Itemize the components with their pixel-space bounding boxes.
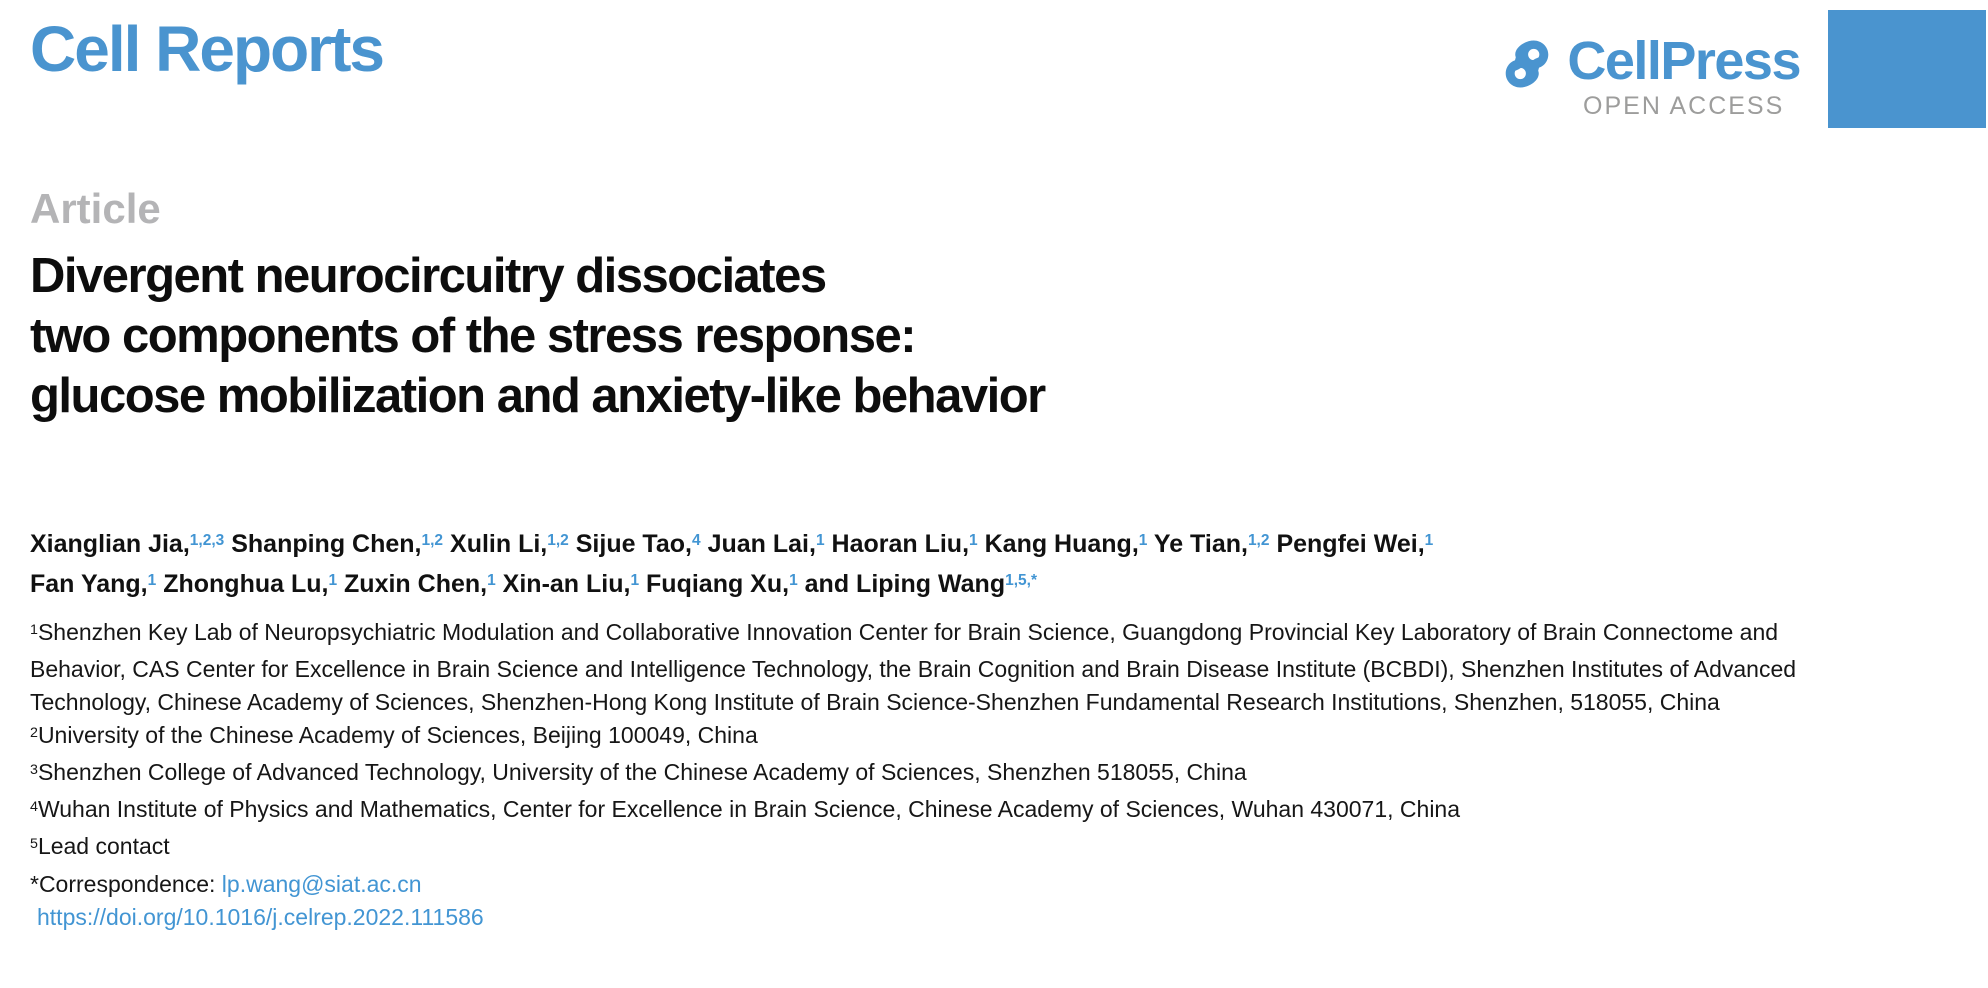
author-affiliation-sup: 4	[691, 532, 701, 550]
article-title-line: Divergent neurocircuitry dissociates	[30, 249, 826, 303]
correspondence-line	[30, 868, 1842, 901]
article-title	[30, 246, 1842, 426]
author: Shanping Chen,$^{1,2}$	[231, 530, 444, 558]
article-title-line: two components of the stress response:	[30, 309, 916, 363]
affiliation: $^3$Shenzhen College of Advanced Technology, University of the Chinese Academy of Sciences, Shenzhen 518055, China	[30, 759, 1247, 785]
publisher-logo	[1499, 31, 1800, 121]
affiliation: $^4$Wuhan Institute of Physics and Mathematics, Center for Excellence in Brain Science, Chinese Academy of Sciences, Wuhan 430071, China	[30, 796, 1461, 822]
publisher-name: CellPress	[1567, 31, 1800, 91]
cellpress-logo-icon	[1499, 36, 1555, 92]
affiliation: $^1$Shenzhen Key Lab of Neuropsychiatric Modulation and Collaborative Innovation Center for Brain Science, Guangdong Provincial Key Laboratory of Brain Connectome and Behavior, CAS Center for Excellence in Brain Science and Intelligence Technology, the Brain Cognition and Brain Disease Institute (BCBDI), Shenzhen Institutes of Advanced Technology, Chinese Academy of Sciences, Shenzhen-Hong Kong Institute of Brain Science-Shenzhen Fundamental Research Institutions, Shenzhen, 518055, China	[30, 619, 1797, 715]
doi-link[interactable]: https://doi.org/10.1016/j.celrep.2022.111586	[37, 904, 484, 930]
affiliation: $^5$Lead contact	[30, 833, 170, 859]
article-title-line: glucose mobilization and anxiety-like behavior	[30, 369, 1045, 423]
author-affiliation-sup: 1	[487, 572, 496, 590]
open-access-label: OPEN ACCESS	[1583, 92, 1785, 120]
author: Zuxin Chen,$^1$	[344, 570, 496, 598]
author-affiliation-sup: 1	[815, 532, 825, 550]
author: and Liping Wang$^{1,5,*}$	[804, 570, 1037, 598]
author-affiliation-sup: 1,2	[547, 532, 569, 550]
author-affiliation-sup: 1	[1424, 532, 1434, 550]
correspondence-label: *Correspondence:	[30, 871, 222, 897]
article-type-label: Article	[30, 185, 161, 232]
author: Juan Lai,$^1$	[707, 530, 825, 558]
affiliation-list	[30, 616, 1842, 867]
affiliation-sup: 1	[30, 621, 38, 638]
author: Fuqiang Xu,$^1$	[646, 570, 798, 598]
doi-line	[30, 901, 1842, 934]
affiliation-sup: 3	[30, 761, 38, 778]
author-list	[30, 526, 1842, 606]
author: Haoran Liu,$^1$	[831, 530, 978, 558]
author-affiliation-sup: 1,2,3	[189, 532, 225, 550]
affiliation: $^2$University of the Chinese Academy of Sciences, Beijing 100049, China	[30, 722, 758, 748]
affiliation-sup: 5	[30, 835, 38, 852]
author: Fan Yang,$^1$	[30, 570, 157, 598]
author-affiliation-sup: 1	[1138, 532, 1148, 550]
author-affiliation-sup: 1	[630, 572, 640, 590]
author-affiliation-sup: 1,2	[1247, 532, 1270, 550]
author-affiliation-sup: 1,5,*	[1005, 572, 1037, 590]
affiliation-sup: 2	[30, 724, 38, 741]
corner-accent-box	[1828, 10, 1986, 128]
author-affiliation-sup: 1	[969, 532, 978, 550]
article-front-matter	[30, 186, 1842, 934]
author: Kang Huang,$^1$	[984, 530, 1148, 558]
author: Zhonghua Lu,$^1$	[163, 570, 338, 598]
author-affiliation-sup: 1	[328, 572, 338, 590]
author: Xulin Li,$^{1,2}$	[450, 530, 569, 558]
author: Xin-an Liu,$^1$	[502, 570, 640, 598]
author-affiliation-sup: 1,2	[421, 532, 444, 550]
author: Ye Tian,$^{1,2}$	[1153, 530, 1270, 558]
author: Sijue Tao,$^4$	[575, 530, 701, 558]
affiliation-sup: 4	[30, 798, 38, 815]
correspondence-email-link[interactable]: lp.wang@siat.ac.cn	[221, 871, 422, 897]
journal-name: Cell Reports	[30, 13, 383, 85]
author-affiliation-sup: 1	[789, 572, 798, 590]
author: Pengfei Wei,$^1$	[1276, 530, 1434, 558]
author-affiliation-sup: 1	[147, 572, 157, 590]
author-line	[30, 566, 1842, 606]
author: Xianglian Jia,$^{1,2,3}$	[30, 530, 225, 558]
author-line	[30, 526, 1842, 566]
